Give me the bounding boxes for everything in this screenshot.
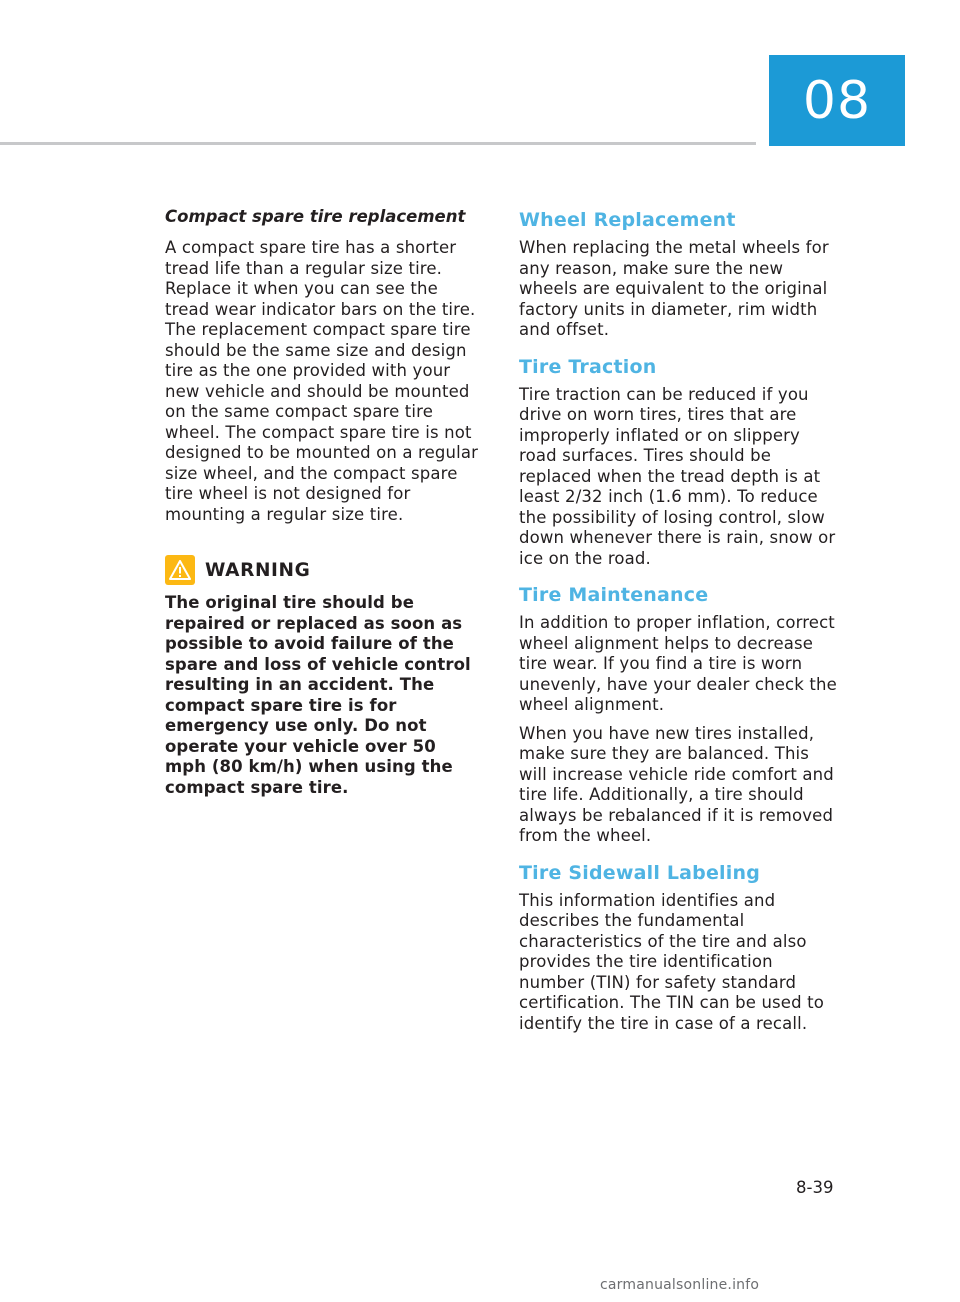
warning-triangle-icon: [165, 555, 195, 585]
chapter-tab: [769, 55, 905, 146]
section-paragraph: When replacing the metal wheels for any reason, make sure the new wheels are equivalent to the original factory units in diameter, rim width and offset.: [519, 238, 829, 339]
warning-title: WARNING: [205, 559, 311, 581]
compact-spare-paragraph: A compact spare tire has a shorter tread life than a regular size tire. Replace it when you can see the tread wear indicator bars on the tire. The replacement compact spare tire should be the same size and design tire as the one provided with your new vehicle and should be mounted on the same compact spare tire wheel. The compact spare tire is not designed to be mounted on a regular size wheel, and the compact spare tire wheel is not designed for mounting a regular size tire.: [165, 238, 479, 524]
section-title: Wheel Replacement: [519, 209, 736, 231]
section-tire-sidewall-labeling: [519, 861, 839, 1035]
section-title: Tire Sidewall Labeling: [519, 861, 761, 884]
section-tire-maintenance: [519, 583, 839, 847]
page-number: 8-39: [796, 1178, 834, 1197]
chapter-number: 08: [802, 70, 872, 131]
warning-body: The original tire should be repaired or replaced as soon as possible to avoid failure of the spare and loss of vehicle control resulting in an accident. The compact spare tire is for emergency use only. Do not operate your vehicle over 50 mph (80 km/h) when using the compact spare tire.: [165, 593, 471, 797]
section-paragraph: This information identifies and describes the fundamental characteristics of the tire and also provides the tire identification number (TIN) for safety standard certification. The TIN can be used to identify the tire in case of a recall.: [519, 890, 824, 1033]
warning-header: [165, 555, 481, 585]
right-column: [519, 208, 839, 1048]
left-column: [165, 206, 481, 798]
section-paragraph: In addition to proper inflation, correct wheel alignment helps to decrease tire wear. If you find a tire is worn unevenly, have your dealer check the wheel alignment.: [519, 613, 837, 714]
watermark-link[interactable]: carmanualsonline.info: [600, 1277, 760, 1293]
section-title: Tire Maintenance: [519, 584, 709, 606]
subheading: Compact spare tire replacement: [165, 207, 466, 226]
section-tire-traction: [519, 355, 839, 570]
section-paragraph: Tire traction can be reduced if you drive on worn tires, tires that are improperly inflated or on slippery road surfaces. Tires should be replaced when the tread depth is at least 2/32 inch (1.6 mm). To reduce the possibility of losing control, slow down whenever there is rain, snow or ice on the road.: [519, 384, 836, 568]
section-wheel-replacement: [519, 208, 839, 341]
section-title: Tire Traction: [519, 355, 657, 378]
header-rule: [0, 142, 756, 145]
section-paragraph: When you have new tires installed, make sure they are balanced. This will increase vehicle ride comfort and tire life. Additionally, a tire should always be rebalanced if it is removed from the wheel.: [519, 723, 834, 845]
